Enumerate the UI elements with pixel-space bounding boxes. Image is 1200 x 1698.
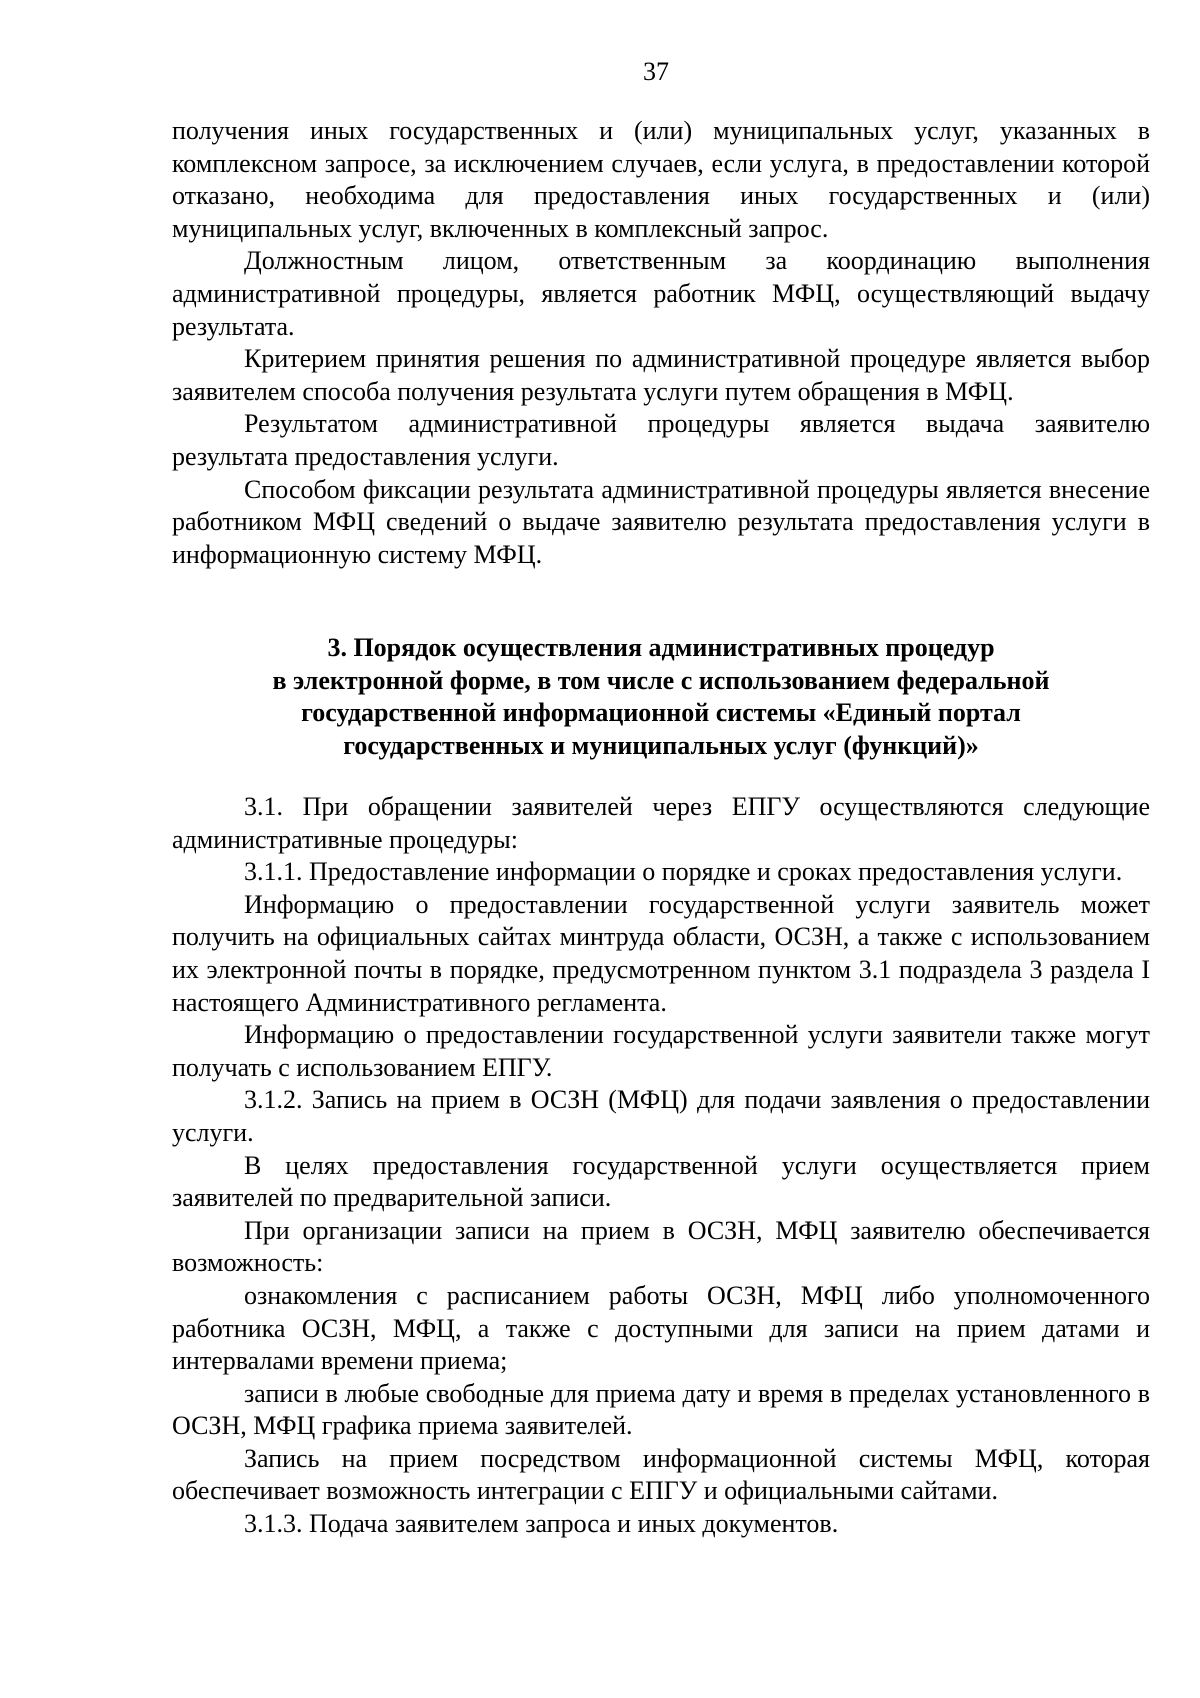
paragraph: Запись на прием посредством информационной системы МФЦ, которая обеспечивает возможность интеграции с ЕПГУ и официальными сайтами. xyxy=(172,1443,1150,1506)
paragraph: Результатом административной процедуры является выдача заявителю результата предоставления услуги. xyxy=(172,409,1150,471)
section-heading-line: 3. Порядок осуществления административных процедур xyxy=(327,633,995,662)
section-heading-line: в электронной форме, в том числе с использованием федеральной xyxy=(272,665,1050,695)
paragraph: Способом фиксации результата административной процедуры является внесение работником МФЦ сведений о выдаче заявителю результата предоставления услуги в информационную систему МФЦ. xyxy=(172,474,1150,569)
paragraph: При организации записи на прием в ОСЗН, МФЦ заявителю обеспечивается возможность: xyxy=(172,1215,1150,1278)
paragraph: Должностным лицом, ответственным за координацию выполнения административной процедуры, является работник МФЦ, осуществляющий выдачу результата. xyxy=(172,246,1150,341)
paragraph: Критерием принятия решения по административной процедуре является выбор заявителем способа получения результата услуги путем обращения в МФЦ. xyxy=(172,344,1150,406)
paragraph: 3.1.3. Подача заявителем запроса и иных документов. xyxy=(244,1509,839,1539)
section-heading xyxy=(172,632,1150,762)
paragraph: ознакомления с расписанием работы ОСЗН, МФЦ либо уполномоченного работника ОСЗН, МФЦ, а также с доступными для записи на прием датами и интервалами времени приема; xyxy=(172,1280,1150,1376)
paragraph: 3.1.2. Запись на прием в ОСЗН (МФЦ) для подачи заявления о предоставлении услуги. xyxy=(172,1085,1150,1147)
paragraph: Информацию о предоставлении государственной услуги заявитель может получить на официальных сайтах минтруда области, ОСЗН, а также с использованием их электронной почты в порядке, предусмотренном пунктом 3.1 подраздела 3 раздела I настоящего Административного регламента. xyxy=(172,889,1150,1017)
paragraph: записи в любые свободные для приема дату и время в пределах установленного в ОСЗН, МФЦ графика приема заявителей. xyxy=(172,1378,1150,1441)
page-number: 37 xyxy=(643,57,669,86)
paragraph: В целях предоставления государственной услуги осуществляется прием заявителей по предварительной записи. xyxy=(172,1150,1150,1213)
paragraph: 3.1.1. Предоставление информации о порядке и сроках предоставления услуги. xyxy=(244,857,1123,887)
section-heading-line: государственной информационной системы «Единый портал xyxy=(301,698,1021,727)
paragraph: получения иных государственных и (или) муниципальных услуг, указанных в комплексном запросе, за исключением случаев, если услуга, в предоставлении которой отказано, необходима для предоставления иных государственных и (или) муниципальных услуг, включенных в комплексный запрос. xyxy=(172,116,1150,243)
body-text-bottom xyxy=(172,791,1150,1541)
paragraph: 3.1. При обращении заявителей через ЕПГУ осуществляются следующие административные процедуры: xyxy=(172,792,1150,854)
body-text-top xyxy=(172,115,1150,571)
section-heading-line: государственных и муниципальных услуг (функций)» xyxy=(343,730,979,760)
paragraph: Информацию о предоставлении государственной услуги заявители также могут получать с использованием ЕПГУ. xyxy=(172,1020,1150,1082)
